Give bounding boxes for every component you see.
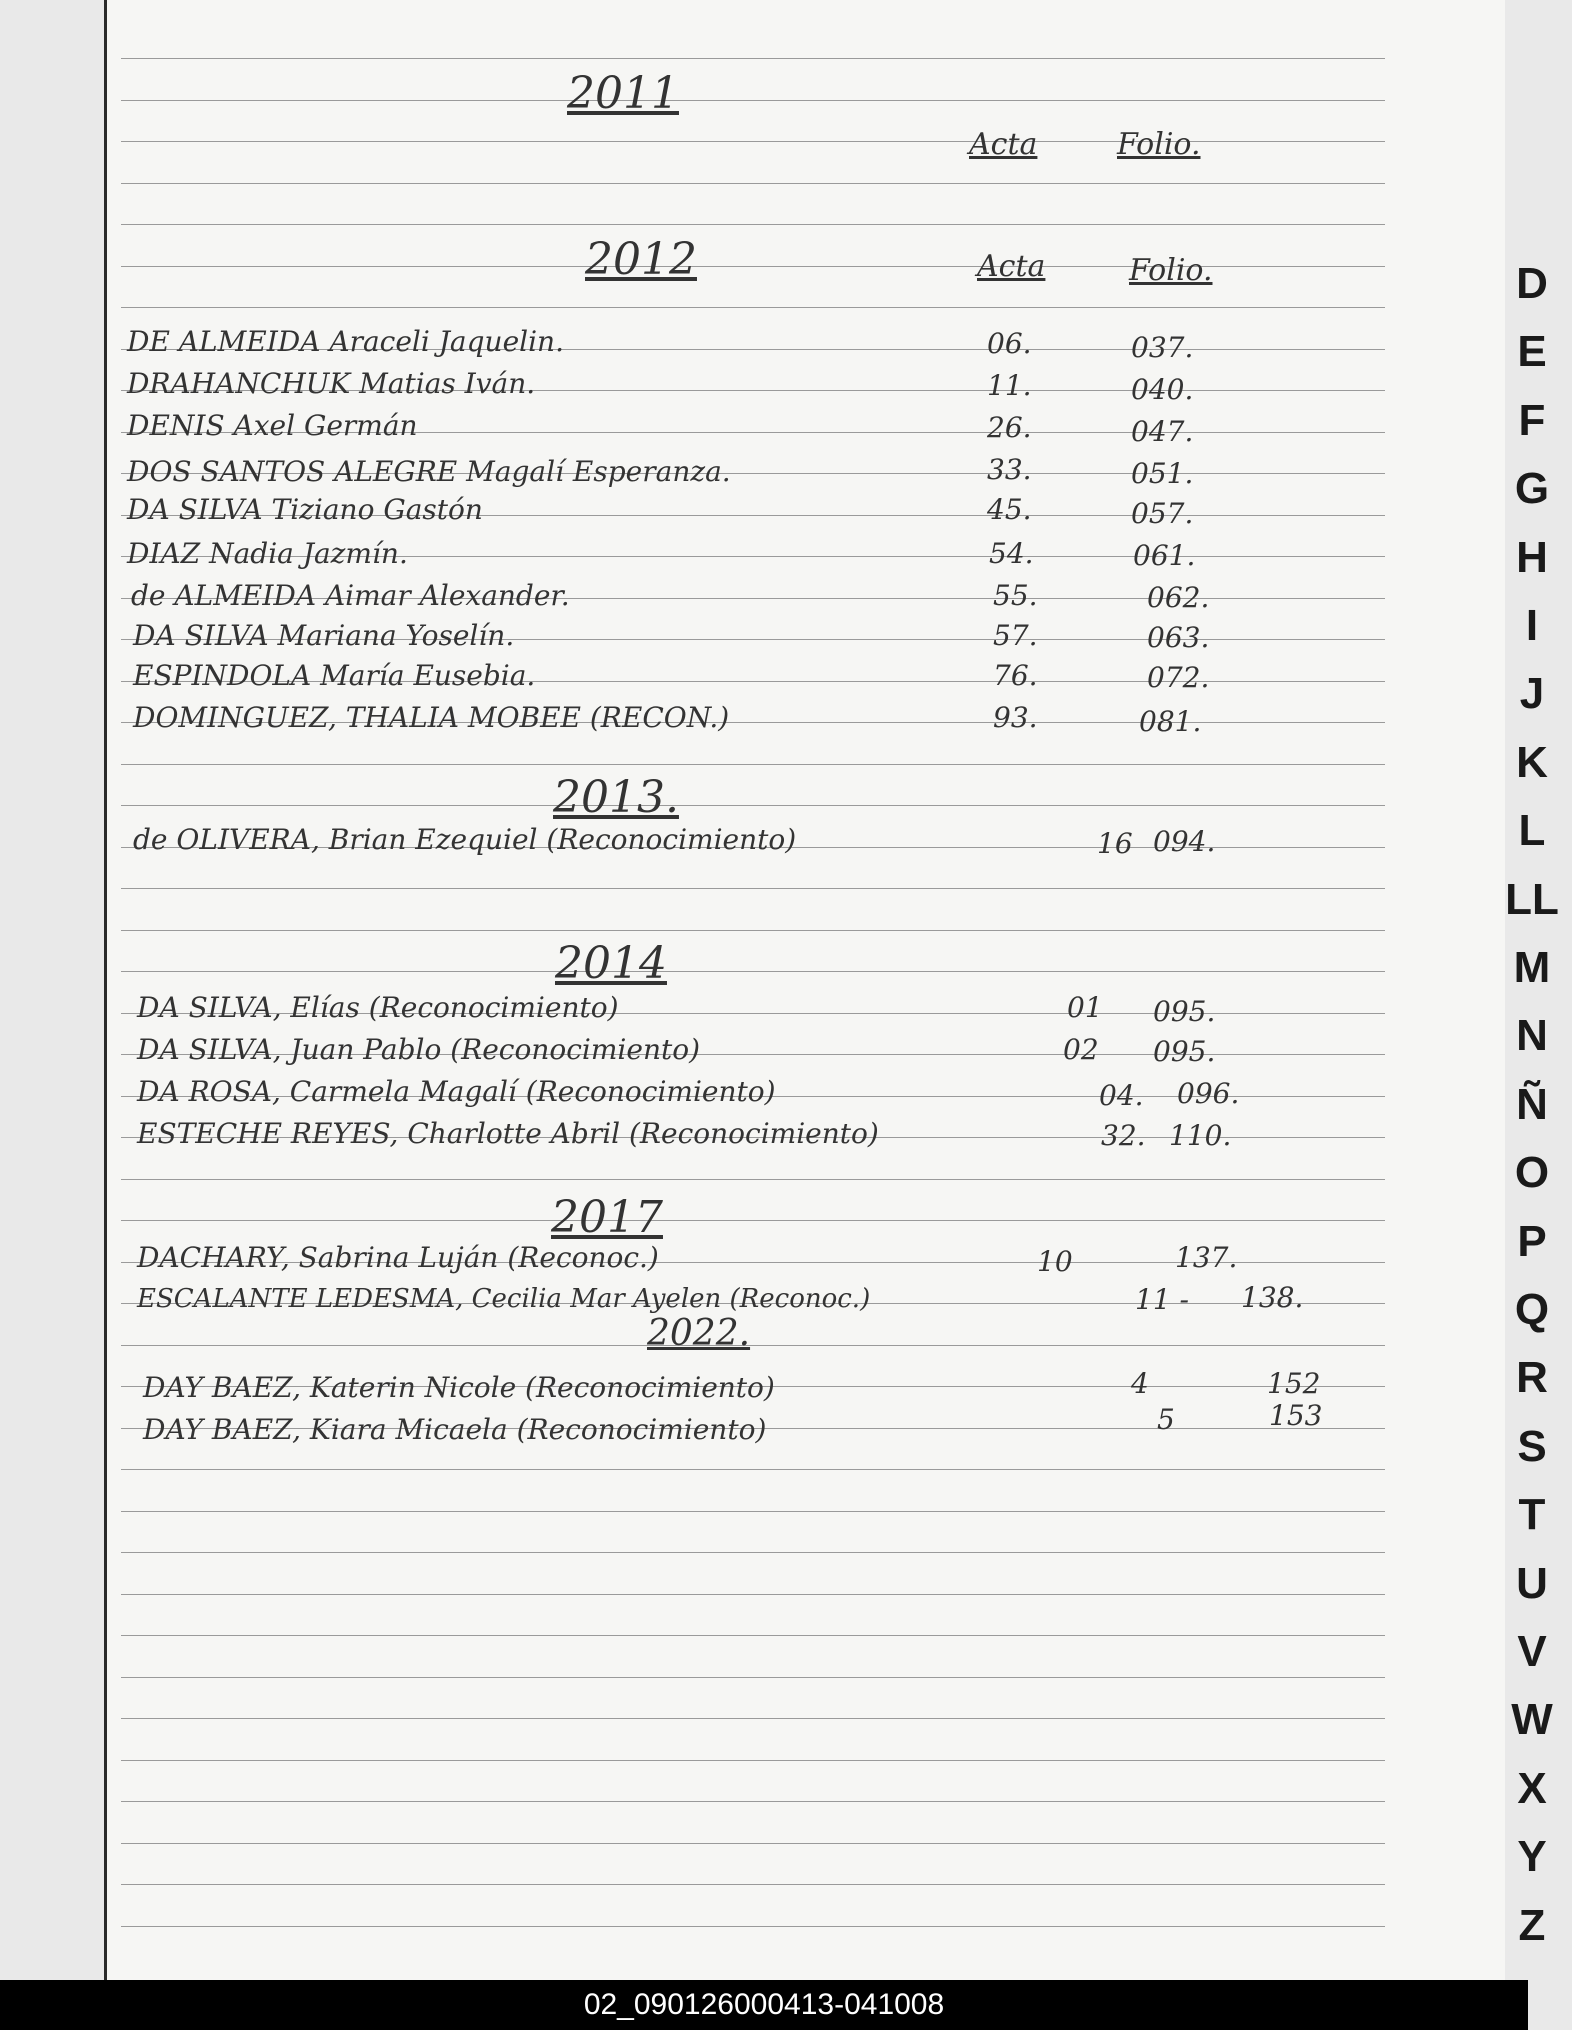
index-tab-d[interactable]: D: [1516, 259, 1548, 308]
ruled-line: [121, 1179, 1385, 1180]
index-tab-l[interactable]: L: [1518, 806, 1546, 855]
ruled-line: [121, 1635, 1385, 1636]
entry-acta: 06.: [987, 327, 1032, 360]
entry-acta: 55.: [993, 579, 1038, 612]
entry-acta: 54.: [989, 537, 1034, 570]
entry-name: DA SILVA Mariana Yoselín.: [133, 619, 515, 652]
acta-header: Acta: [969, 127, 1038, 162]
entry-name: DRAHANCHUK Matias Iván.: [127, 367, 536, 400]
entry-folio: 062.: [1147, 581, 1210, 614]
entry-acta: 45.: [987, 493, 1032, 526]
index-tab-h[interactable]: H: [1516, 533, 1548, 582]
entry-folio: 153: [1269, 1399, 1323, 1432]
entry-name: DOS SANTOS ALEGRE Magalí Esperanza.: [127, 455, 731, 488]
year-heading-2011: 2011: [567, 68, 679, 119]
document-id-footer: 02_090126000413-041008: [0, 1980, 1528, 2030]
year-heading-2014: 2014: [555, 938, 667, 989]
index-tab-ñ[interactable]: Ñ: [1516, 1080, 1548, 1129]
ruled-line: [121, 971, 1385, 972]
index-tab-q[interactable]: Q: [1514, 1285, 1550, 1334]
index-tab-i[interactable]: I: [1525, 601, 1539, 650]
index-tab-ll[interactable]: LL: [1505, 875, 1559, 924]
entry-folio: 095.: [1153, 1035, 1216, 1068]
entry-acta: 26.: [987, 411, 1032, 444]
entry-folio: 072.: [1147, 661, 1210, 694]
entry-name: DA SILVA, Juan Pablo (Reconocimiento): [137, 1033, 701, 1066]
ruled-line: [121, 1677, 1385, 1678]
entry-acta: 11 -: [1135, 1283, 1189, 1316]
index-tab-n[interactable]: N: [1516, 1011, 1548, 1060]
index-tab-s[interactable]: S: [1517, 1422, 1547, 1471]
ruled-line: [121, 183, 1385, 184]
ruled-line: [121, 1345, 1385, 1346]
entry-acta: 01: [1067, 991, 1103, 1024]
entry-name: DAY BAEZ, Kiara Micaela (Reconocimiento): [143, 1413, 767, 1446]
index-tab-k[interactable]: K: [1516, 738, 1548, 787]
year-heading-2013: 2013.: [553, 772, 679, 823]
entry-acta: 32.: [1101, 1119, 1146, 1152]
ledger-page: [104, 0, 1559, 1980]
entry-acta: 76.: [993, 659, 1038, 692]
ruled-line: [121, 1718, 1385, 1719]
entry-acta: 5: [1157, 1403, 1175, 1436]
entry-folio: 040.: [1131, 373, 1194, 406]
ruled-line: [121, 1552, 1385, 1553]
entry-name: DENIS Axel Germán: [127, 409, 418, 442]
entry-folio: 057.: [1131, 497, 1194, 530]
ruled-line: [121, 1220, 1385, 1221]
acta-header: Acta: [977, 249, 1046, 284]
index-tab-r[interactable]: R: [1516, 1353, 1548, 1402]
entry-folio: 110.: [1169, 1119, 1232, 1152]
ruled-line: [121, 1469, 1385, 1470]
index-tab-z[interactable]: Z: [1518, 1901, 1546, 1950]
year-heading-2017: 2017: [551, 1192, 663, 1243]
index-tab-u[interactable]: U: [1516, 1559, 1548, 1608]
entry-acta: 10: [1037, 1245, 1073, 1278]
entry-acta: 02: [1063, 1033, 1099, 1066]
ruled-line: [121, 58, 1385, 59]
entry-acta: 11.: [987, 369, 1032, 402]
entry-folio: 138.: [1241, 1281, 1304, 1314]
entry-name: DOMINGUEZ, THALIA MOBEE (RECON.): [133, 701, 730, 734]
index-tab-y[interactable]: Y: [1517, 1832, 1547, 1881]
entry-folio: 095.: [1153, 995, 1216, 1028]
index-tab-p[interactable]: P: [1517, 1217, 1547, 1266]
index-tab-m[interactable]: M: [1513, 943, 1551, 992]
index-tab-x[interactable]: X: [1517, 1764, 1547, 1813]
entry-folio: 137.: [1175, 1241, 1238, 1274]
index-tab-f[interactable]: F: [1518, 396, 1546, 445]
entry-folio: 152: [1267, 1367, 1321, 1400]
entry-folio: 047.: [1131, 415, 1194, 448]
entry-name: DE ALMEIDA Araceli Jaquelin.: [127, 325, 564, 358]
entry-name: DIAZ Nadia Jazmín.: [127, 537, 408, 570]
index-tab-w[interactable]: W: [1511, 1695, 1553, 1744]
ruled-line: [121, 224, 1385, 225]
entry-acta: 16: [1097, 827, 1133, 860]
entry-name: DA SILVA Tiziano Gastón: [127, 493, 483, 526]
entry-name: DA ROSA, Carmela Magalí (Reconocimiento): [137, 1075, 776, 1108]
index-tab-t[interactable]: T: [1518, 1490, 1546, 1539]
entry-folio: 051.: [1131, 457, 1194, 490]
folio-header: Folio.: [1117, 127, 1201, 162]
entry-acta: 04.: [1099, 1079, 1144, 1112]
entry-name: DACHARY, Sabrina Luján (Reconoc.): [137, 1241, 659, 1274]
entry-folio: 063.: [1147, 621, 1210, 654]
entry-folio: 094.: [1153, 825, 1216, 858]
entry-acta: 57.: [993, 619, 1038, 652]
entry-acta: 93.: [993, 701, 1038, 734]
entry-name: de ALMEIDA Aimar Alexander.: [131, 579, 570, 612]
ruled-line: [121, 307, 1385, 308]
entry-folio: 037.: [1131, 331, 1194, 364]
ruled-line: [121, 1801, 1385, 1802]
ruled-line: [121, 100, 1385, 101]
entry-folio: 061.: [1133, 539, 1196, 572]
entry-name: ESPINDOLA María Eusebia.: [133, 659, 536, 692]
index-tab-o[interactable]: O: [1514, 1148, 1550, 1197]
entry-name: DA SILVA, Elías (Reconocimiento): [137, 991, 619, 1024]
ruled-line: [121, 888, 1385, 889]
ruled-line: [121, 930, 1385, 931]
year-heading-2012: 2012: [585, 234, 697, 285]
index-tab-j[interactable]: J: [1519, 669, 1545, 718]
ruled-line: [121, 1594, 1385, 1595]
index-tab-g[interactable]: G: [1514, 464, 1550, 513]
ruled-line: [121, 764, 1385, 765]
entry-name: ESCALANTE LEDESMA, Cecilia Mar Ayelen (Reconoc.): [137, 1284, 871, 1314]
entry-name: ESTECHE REYES, Charlotte Abril (Reconocimiento): [137, 1117, 879, 1150]
entry-name: de OLIVERA, Brian Ezequiel (Reconocimiento): [133, 823, 797, 856]
index-tab-e[interactable]: E: [1517, 327, 1547, 376]
entry-folio: 081.: [1139, 705, 1202, 738]
ruled-line: [121, 1760, 1385, 1761]
index-tab-v[interactable]: V: [1517, 1627, 1547, 1676]
entry-acta: 4: [1131, 1367, 1149, 1400]
entry-acta: 33.: [987, 453, 1032, 486]
ruled-line: [121, 1884, 1385, 1885]
ruled-line: [121, 1926, 1385, 1927]
ruled-line: [121, 805, 1385, 806]
year-heading-2022: 2022.: [647, 1313, 751, 1354]
entry-folio: 096.: [1177, 1077, 1240, 1110]
ruled-line: [121, 1843, 1385, 1844]
ruled-line: [121, 1511, 1385, 1512]
folio-header: Folio.: [1129, 253, 1213, 288]
entry-name: DAY BAEZ, Katerin Nicole (Reconocimiento): [143, 1371, 775, 1404]
